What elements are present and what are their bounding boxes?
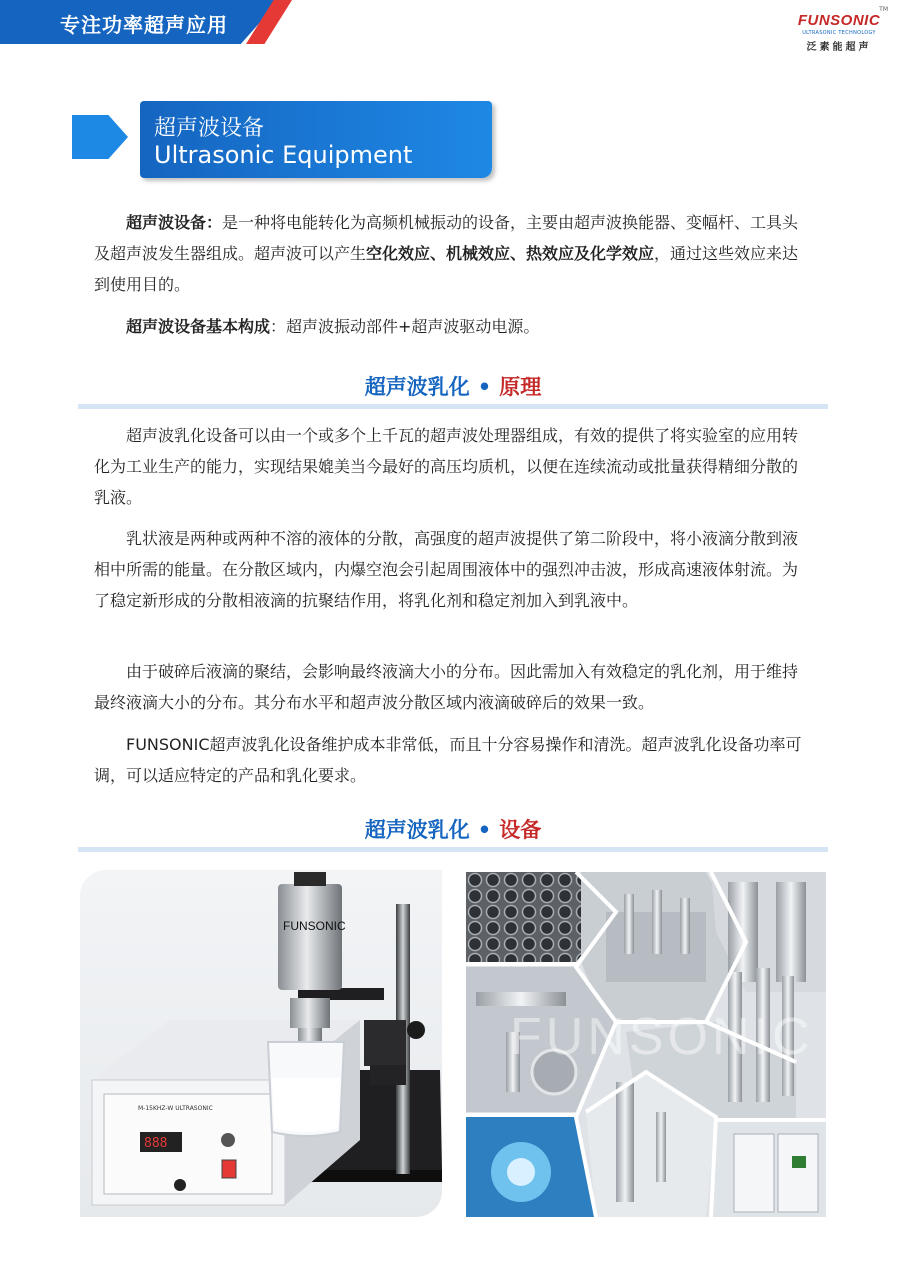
generator-panel-label: M-15KHZ-W ULTRASONIC: [138, 1105, 213, 1112]
logo-trademark: TM: [879, 6, 888, 13]
composition-lead-term: 超声波设备基本构成: [126, 317, 271, 336]
intro-lead-term: 超声波设备：: [126, 213, 223, 232]
intro-paragraph-2: [94, 311, 806, 342]
equipment-divider: [78, 847, 828, 852]
industrial-emulsifier-collage: [466, 872, 826, 1217]
principle-paragraph-3: 由于破碎后液滴的聚结，会影响最终液滴大小的分布。因此需加入有效稳定的乳化剂，用于维持最终液滴大小的分布。其分布水平和超声波分散区域内液滴破碎后的效果一致。: [94, 662, 799, 712]
intro-effects: 空化效应、机械效应、热效应及化学效应: [366, 244, 655, 263]
principle-paragraph-2: 乳状液是两种或两种不溶的液体的分散，高强度的超声波提供了第二阶段中，将小液滴分散到液相中所需的能量。在分散区域内，内爆空泡会引起周围液体中的强烈冲击波，形成高速液体射流。为了稳定新形成的分散相液滴的抗聚结作用，将乳化剂和稳定剂加入到乳液中。: [94, 529, 799, 610]
equipment-heading-blue: 超声波乳化: [364, 818, 470, 842]
section-title-box: [140, 101, 492, 178]
svg-text:888: 888: [144, 1136, 168, 1151]
lab-emulsifier-photo: [80, 870, 442, 1217]
logo-wordmark: FUNSONIC: [797, 12, 881, 29]
equipment-heading-dot: •: [477, 818, 492, 842]
principle-paragraph-1: 超声波乳化设备可以由一个或多个上千瓦的超声波处理器组成，有效的提供了将实验室的应用转化为工业生产的能力，实现结果媲美当今最好的高压均质机，以便在连续流动或批量获得精细分散的乳液。: [94, 426, 799, 507]
section-title-cn: 超声波设备: [154, 116, 265, 141]
equipment-heading-red: 设备: [499, 818, 542, 842]
intro-paragraph-1: [94, 207, 806, 300]
principle-paragraph-4: FUNSONIC超声波乳化设备维护成本非常低，而且十分容易操作和清洗。超声波乳化设备功率可调，可以适应特定的产品和乳化要求。: [94, 735, 802, 785]
header-banner-text: 专注功率超声应用: [60, 13, 228, 37]
intro-text-b: ，通过这些效应来达到使用目的。: [94, 244, 799, 294]
composition-text: ：超声波振动部件+超声波驱动电源。: [270, 317, 540, 336]
principle-heading: [78, 371, 828, 401]
equipment-heading: [78, 814, 828, 844]
collage-watermark: FUNSONIC: [510, 1008, 814, 1066]
logo-chinese-name: 泛素能超声: [806, 42, 872, 53]
principle-heading-red: 原理: [499, 375, 542, 399]
transducer-brand-label: FUNSONIC: [283, 919, 346, 933]
principle-heading-blue: 超声波乳化: [364, 375, 470, 399]
principle-divider: [78, 404, 828, 409]
lab-emulsifier-illustration: [80, 870, 442, 1217]
principle-heading-dot: •: [477, 375, 492, 399]
logo-tagline: ULTRASONIC TECHNOLOGY: [802, 30, 876, 36]
section-arrow-icon: [72, 115, 128, 159]
funsonic-logo: [796, 6, 888, 53]
intro-text-a: 是一种将电能转化为高频机械振动的设备，主要由超声波换能器、变幅杆、工具头及超声波发生器组成。超声波可以产生: [94, 213, 799, 263]
section-title-en: Ultrasonic Equipment: [154, 141, 413, 169]
